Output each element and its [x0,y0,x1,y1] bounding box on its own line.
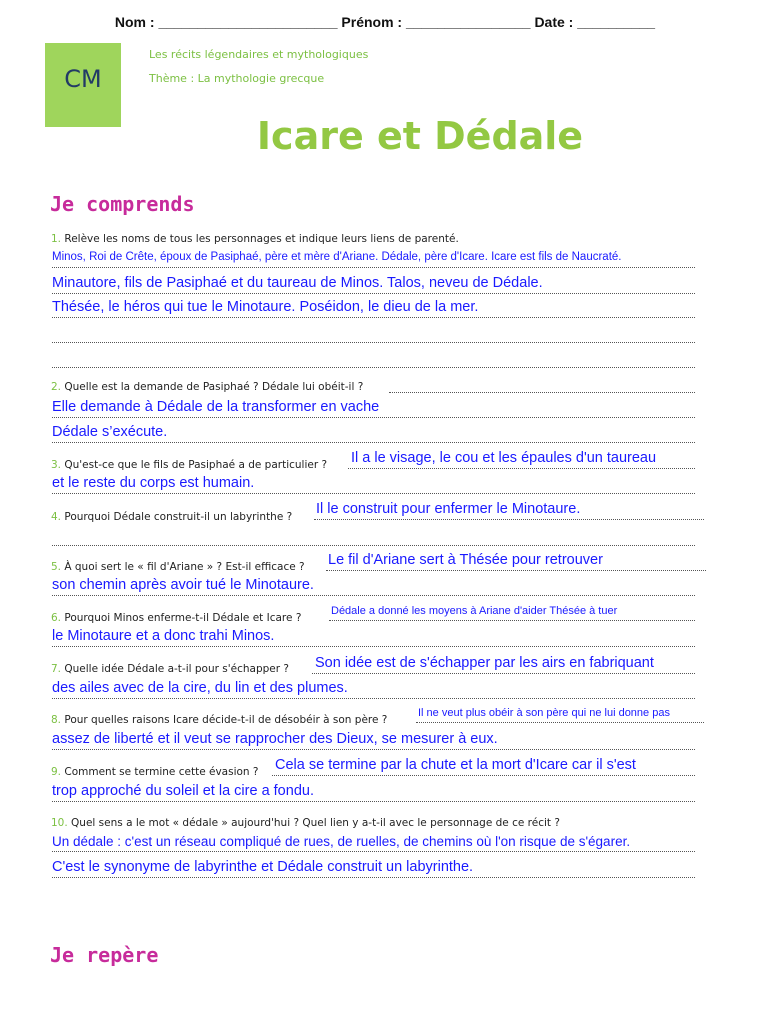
question-number: 4. [51,511,62,523]
answer-line [329,620,695,621]
answer-line [52,293,695,294]
answer-line [52,877,695,878]
answer-line [52,267,695,268]
answer-text: Minautore, fils de Pasiphaé et du taureau de Minos. Talos, neveu de Dédale. [52,275,543,291]
answer-line [52,367,695,368]
question-number: 6. [51,612,62,624]
answer-text: Il ne veut plus obéir à son père qui ne lui donne pas [418,707,670,719]
answer-line [52,698,695,699]
question-number: 9. [51,766,62,778]
answer-line [52,851,695,852]
answer-text: trop approché du soleil et la cire a fondu. [52,783,314,799]
question-number: 2. [51,381,62,393]
answer-line [52,646,695,647]
question-number: 3. [51,459,62,471]
question-text: Quelle idée Dédale a-t-il pour s'échapper ? [61,663,289,675]
question-number: 7. [51,663,62,675]
answer-line [52,801,695,802]
answer-line [52,342,695,343]
answer-line [416,722,704,723]
answer-text: Il le construit pour enfermer le Minotaure. [316,501,581,517]
answer-text: Dédale s’exécute. [52,424,168,440]
unit-subtitle: Les récits légendaires et mythologiques [149,48,369,61]
answer-line [326,570,706,571]
theme-subtitle: Thème : La mythologie grecque [149,72,325,85]
question-text: Pourquoi Dédale construit-il un labyrinthe ? [61,511,293,523]
student-info-line: Nom : _______________________ Prénom : ________________ Date : __________ [114,14,656,30]
answer-text: et le reste du corps est humain. [52,475,255,491]
question-text: Pour quelles raisons Icare décide-t-il de désobéir à son père ? [61,714,388,726]
question-8 [51,714,387,726]
answer-text: Son idée est de s'échapper par les airs en fabriquant [315,655,654,671]
question-4 [51,511,292,523]
question-text: Comment se termine cette évasion ? [61,766,259,778]
section-heading-repere: Je repère [50,943,159,967]
answer-line [348,468,695,469]
answer-text: Minos, Roi de Crête, époux de Pasiphaé, père et mère d'Ariane. Dédale, père d'Icare. Icare est fils de Naucraté. [52,251,622,263]
question-3 [51,459,327,471]
question-5 [51,561,305,573]
question-text: Qu'est-ce que le fils de Pasiphaé a de particulier ? [61,459,328,471]
answer-text: son chemin après avoir tué le Minotaure. [52,577,314,593]
answer-text: Un dédale : c'est un réseau compliqué de rues, de ruelles, de chemins où l'on risque de s'égarer. [52,834,631,849]
answer-text: Elle demande à Dédale de la transformer en vache [52,399,380,415]
question-1 [51,233,459,245]
answer-text: Cela se termine par la chute et la mort d'Icare car il s'est [275,757,636,773]
answer-text: Thésée, le héros qui tue le Minotaure. Poséidon, le dieu de la mer. [52,299,479,315]
question-number: 5. [51,561,62,573]
answer-line [272,775,695,776]
question-10 [51,817,560,829]
question-text: Quelle est la demande de Pasiphaé ? Dédale lui obéit-il ? [61,381,364,393]
answer-text: C'est le synonyme de labyrinthe et Dédale construit un labyrinthe. [52,859,474,875]
answer-line [314,519,704,520]
answer-text: le Minotaure et a donc trahi Minos. [52,628,275,644]
answer-text: Il a le visage, le cou et les épaules d'un taureau [351,450,657,466]
answer-line [312,673,695,674]
question-7 [51,663,289,675]
answer-text: des ailes avec de la cire, du lin et des plumes. [52,680,348,696]
question-9 [51,766,258,778]
answer-line [389,392,695,393]
page-title: Icare et Dédale [256,114,584,158]
answer-text: Le fil d'Ariane sert à Thésée pour retrouver [328,552,603,568]
question-text: Pourquoi Minos enferme-t-il Dédale et Icare ? [61,612,302,624]
question-6 [51,612,301,624]
section-heading-comprends: Je comprends [50,192,195,216]
answer-line [52,442,695,443]
question-number: 1. [51,233,62,245]
answer-line [52,545,695,546]
answer-text: Dédale a donné les moyens à Ariane d'aider Thésée à tuer [331,605,618,617]
question-text: Quel sens a le mot « dédale » aujourd'hui ? Quel lien y a-t-il avec le personnage de ce récit ? [67,817,560,829]
question-number: 10. [51,817,68,829]
question-number: 8. [51,714,62,726]
question-text: Relève les noms de tous les personnages et indique leurs liens de parenté. [61,233,459,245]
question-2 [51,381,363,393]
answer-line [52,417,695,418]
answer-line [52,317,695,318]
answer-line [52,595,695,596]
question-text: À quoi sert le « fil d'Ariane » ? Est-il efficace ? [61,561,305,573]
answer-line [52,493,695,494]
answer-text: assez de liberté et il veut se rapprocher des Dieux, se mesurer à eux. [52,731,498,747]
answer-line [52,749,695,750]
level-badge-label: CM [64,65,102,93]
